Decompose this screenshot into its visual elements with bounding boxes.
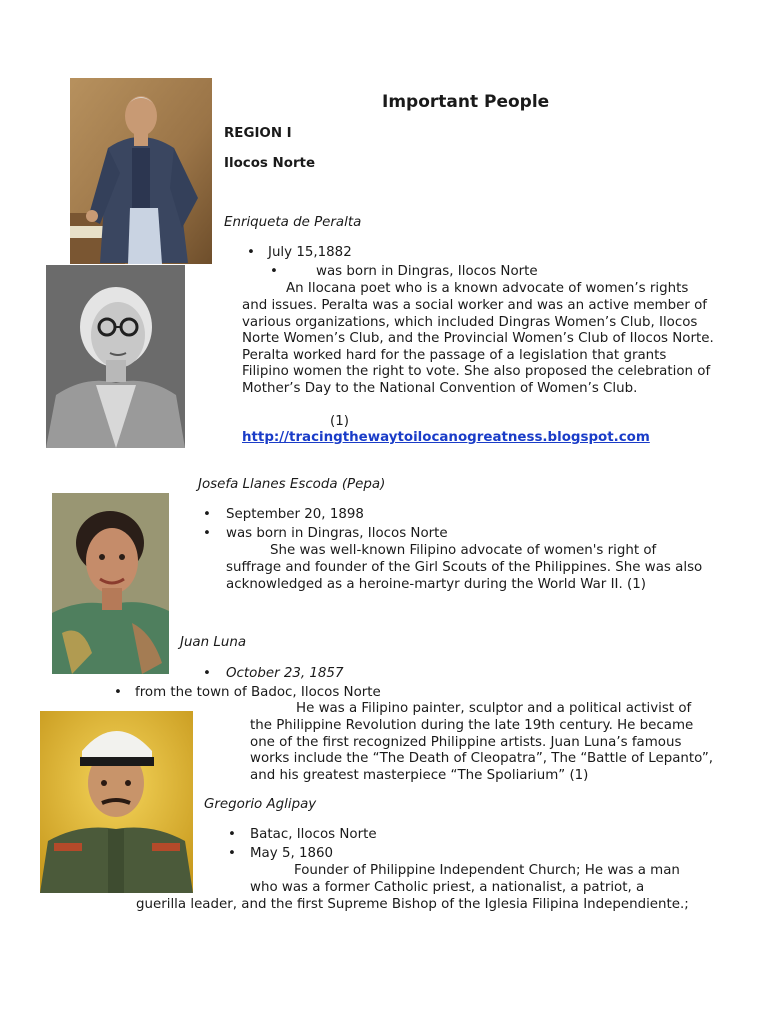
juan-luna-bio: the Philippine Revolution during the late 19th century. He became one of the first recognized Philippine artists. Juan Luna’s famous works include the “The Death of Cleopatra”, The “Battle of Lepanto”, and his greatest masterpiece “The Spoliarium” (1)	[250, 718, 714, 783]
aglipay-bio-line-2: who was a former Catholic priest, a nationalist, a patriot, a	[250, 880, 645, 895]
josefa-bio: suffrage and founder of the Girl Scouts of the Philippines. She was also acknowledged as a heroine-martyr during the World War II. (1)	[226, 560, 703, 592]
enriqueta-birthplace: was born in Dingras, Ilocos Norte	[316, 264, 538, 279]
aglipay-bio-line-1: Founder of Philippine Independent Church; He was a man	[294, 863, 680, 878]
josefa-bio-first-line: She was well-known Filipino advocate of women's right of	[270, 543, 657, 558]
person-name-enriqueta: Enriqueta de Peralta	[224, 215, 362, 230]
josefa-birthplace: was born in Dingras, Ilocos Norte	[226, 526, 448, 541]
bullet-marker: •	[203, 666, 211, 681]
aglipay-birthplace: Batac, Ilocos Norte	[250, 827, 377, 842]
portrait-enriqueta-de-peralta	[46, 265, 185, 448]
aglipay-birthdate: May 5, 1860	[250, 846, 334, 861]
person-name-gregorio-aglipay: Gregorio Aglipay	[204, 797, 317, 812]
juan-luna-birthdate: October 23, 1857	[226, 666, 344, 681]
page-title: Important People	[382, 92, 550, 112]
portrait-military-man	[40, 711, 193, 893]
enriqueta-birthdate: July 15,1882	[268, 245, 352, 260]
portrait-josefa-llanes-escoda	[52, 493, 169, 674]
province-heading: Ilocos Norte	[224, 156, 316, 171]
portrait-standing-man	[70, 78, 212, 264]
source-link[interactable]: http://tracingthewaytoilocanogreatness.blogspot.com	[242, 430, 650, 445]
bullet-marker: •	[114, 685, 122, 700]
bullet-marker: •	[228, 827, 236, 842]
bullet-marker: •	[247, 245, 255, 260]
josefa-birthdate: September 20, 1898	[226, 507, 364, 522]
enriqueta-citation: (1)	[330, 414, 349, 429]
enriqueta-bio: and issues. Peralta was a social worker and was an active member of various organizations, which included Dingras Women’s Club, Ilocos Norte Women’s Club, and the Provincial Women’s Club of Ilocos Norte. Peralta worked hard for the passage of a legislation that grants Filipino women the right to vote. She also proposed the celebration of Mother’s Day to the National Convention of Women’s Club.	[242, 298, 714, 396]
juan-luna-hometown: from the town of Badoc, Ilocos Norte	[135, 685, 381, 700]
bullet-marker: •	[203, 526, 211, 541]
person-name-juan-luna: Juan Luna	[180, 635, 247, 650]
bullet-marker: •	[228, 846, 236, 861]
bullet-marker: •	[270, 264, 278, 279]
aglipay-bio-line-3: guerilla leader, and the first Supreme Bishop of the Iglesia Filipina Independiente.;	[136, 897, 689, 912]
bullet-marker: •	[203, 507, 211, 522]
enriqueta-bio-first-line: An Ilocana poet who is a known advocate of women’s rights	[286, 281, 689, 296]
person-name-josefa: Josefa Llanes Escoda (Pepa)	[198, 477, 386, 492]
region-heading: REGION I	[224, 126, 292, 141]
juan-luna-bio-first-line: He was a Filipino painter, sculptor and a political activist of	[296, 701, 692, 716]
